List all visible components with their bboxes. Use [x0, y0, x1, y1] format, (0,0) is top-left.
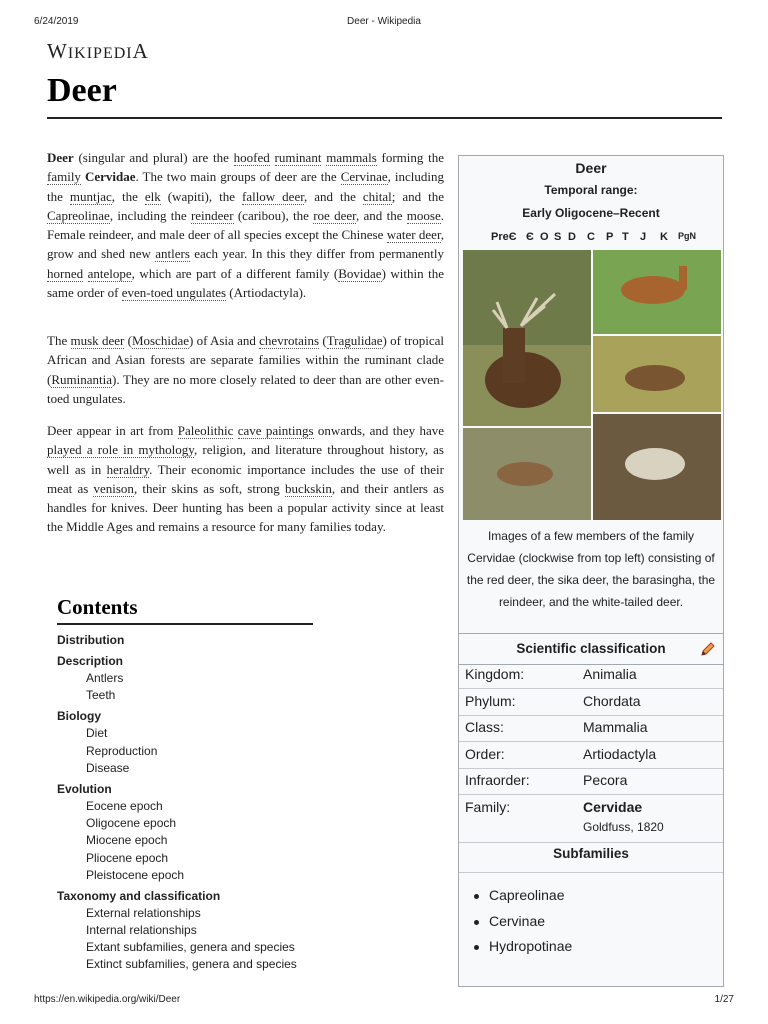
scientific-classification-header: Scientific classification: [459, 633, 723, 665]
toc-subsection[interactable]: Diet: [86, 726, 108, 741]
period-label[interactable]: S: [554, 231, 562, 243]
print-page-number: 1/27: [714, 994, 734, 1005]
link-cave-paintings[interactable]: cave paintings: [237, 423, 314, 438]
link-moschidae[interactable]: Moschidae: [131, 333, 189, 348]
edit-pencil-icon[interactable]: [700, 642, 715, 657]
contents-divider: [57, 623, 313, 625]
period-label[interactable]: K: [660, 231, 668, 243]
toc-subsection[interactable]: Reproduction: [86, 743, 158, 758]
period-label[interactable]: P: [606, 231, 614, 243]
link-tragulidae[interactable]: Tragulidae: [326, 333, 383, 348]
kingdom-label: Kingdom:: [465, 666, 525, 682]
subfamily-item[interactable]: Cervinae: [469, 909, 709, 935]
subfamilies-header: Subfamilies: [553, 846, 629, 861]
row-divider: [459, 872, 723, 873]
toc-subsection[interactable]: Oligocene epoch: [86, 816, 177, 831]
lead-paragraph-1: Deer (singular and plural) are the hoofed ruminant mammals forming the family Cervidae. The two main groups of deer are the Cervinae, including the muntjac, the elk (wapiti), the fallow deer, and the chital; and the Capreolinae, including the reindeer (caribou), the roe deer, and the moose. Female reindeer, and male deer of all species except the Chinese water deer, grow and shed new antlers each year. In this they differ from permanently horned antelope, which are part of a different family (Bovidae) within the same order of even-toed ungulates (Artiodactyla).: [47, 150, 445, 301]
link-horned[interactable]: horned: [47, 265, 84, 281]
contents-title: Contents: [57, 595, 138, 619]
link-musk-deer[interactable]: musk deer: [70, 333, 125, 348]
infraorder-label: Infraorder:: [465, 772, 530, 788]
link-hoofed[interactable]: hoofed: [233, 150, 270, 165]
link-moose[interactable]: moose: [406, 207, 441, 223]
toc-subsection[interactable]: Extinct subfamilies, genera and species: [86, 957, 297, 972]
row-divider: [459, 794, 723, 795]
link-roe-deer[interactable]: roe deer: [313, 207, 356, 223]
link-mammals[interactable]: mammals: [326, 150, 377, 165]
temporal-range-label[interactable]: Temporal range:: [544, 183, 638, 197]
link-muntjac[interactable]: muntjac: [69, 188, 112, 204]
print-date: 6/24/2019: [34, 16, 79, 27]
infobox-image-caption: Images of a few members of the family Cervidae (clockwise from top left) consisting of the red deer, the sika deer, the barasingha, the reindeer, and the white-tailed deer.: [466, 529, 716, 609]
kingdom-value[interactable]: Animalia: [583, 666, 637, 682]
toc-section[interactable]: Description: [57, 654, 124, 668]
period-label[interactable]: J: [640, 231, 647, 243]
class-label: Class:: [465, 719, 504, 735]
toc-subsection[interactable]: Extant subfamilies, genera and species: [86, 940, 295, 955]
period-label[interactable]: D: [568, 231, 576, 243]
table-of-contents: [57, 631, 357, 974]
link-even-toed-ungulates[interactable]: even-toed ungulates: [121, 285, 227, 301]
link-capreolinae[interactable]: Capreolinae: [47, 207, 110, 223]
link-reindeer[interactable]: reindeer: [190, 207, 234, 223]
family-value: Cervidae: [583, 799, 643, 815]
title-divider: [47, 117, 722, 119]
row-divider: [459, 688, 723, 689]
subfamilies-list: [469, 883, 709, 960]
infobox: [458, 155, 724, 987]
link-ruminant[interactable]: ruminant: [274, 150, 322, 165]
link-cervinae[interactable]: Cervinae: [340, 169, 388, 185]
period-label[interactable]: C: [587, 231, 595, 243]
print-url: https://en.wikipedia.org/wiki/Deer: [34, 994, 181, 1005]
family-authority: Goldfuss, 1820: [583, 820, 664, 834]
link-chital[interactable]: chital: [362, 188, 392, 204]
toc-subsection[interactable]: Miocene epoch: [86, 833, 168, 848]
family-label: Family:: [465, 799, 511, 815]
row-divider: [459, 768, 723, 769]
toc-subsection[interactable]: Eocene epoch: [86, 798, 163, 813]
link-ruminantia[interactable]: Ruminantia: [51, 371, 113, 387]
order-label: Order:: [465, 746, 505, 762]
toc-subsection[interactable]: Disease: [86, 760, 130, 775]
period-label[interactable]: PreЄ: [491, 231, 517, 243]
toc-subsection[interactable]: External relationships: [86, 905, 201, 920]
toc-subsection[interactable]: Pleistocene epoch: [86, 867, 185, 882]
row-divider: [459, 715, 723, 716]
class-value[interactable]: Mammalia: [583, 719, 648, 735]
infobox-title: Deer: [575, 160, 607, 176]
infraorder-value[interactable]: Pecora: [583, 772, 628, 788]
period-label[interactable]: Є: [526, 231, 534, 243]
wikipedia-logo[interactable]: WIKIPEDIA: [47, 39, 149, 63]
period-label[interactable]: O: [540, 231, 549, 243]
link-bovidae[interactable]: Bovidae: [338, 265, 382, 281]
period-label[interactable]: PgN: [678, 231, 696, 241]
page-title: Deer: [47, 72, 117, 109]
subfamily-item[interactable]: Capreolinae: [469, 883, 709, 909]
link-paleolithic[interactable]: Paleolithic: [177, 423, 234, 438]
toc-subsection[interactable]: Internal relationships: [86, 923, 197, 938]
link-chevrotains[interactable]: chevrotains: [259, 333, 320, 348]
temporal-range-value[interactable]: Early Oligocene–Recent: [522, 206, 660, 220]
link-fallow-deer[interactable]: fallow deer: [241, 188, 305, 204]
deer-photo-collage[interactable]: [463, 250, 721, 520]
toc-section[interactable]: Evolution: [57, 781, 112, 796]
link-antelope[interactable]: antelope: [87, 265, 132, 281]
link-mythology[interactable]: played a role in mythology: [47, 442, 194, 458]
link-heraldry[interactable]: heraldry: [106, 461, 150, 477]
link-buckskin[interactable]: buckskin: [284, 480, 332, 496]
link-water-deer[interactable]: water deer: [386, 227, 441, 243]
phylum-value[interactable]: Chordata: [583, 693, 641, 709]
lead-paragraph-3: Deer appear in art from Paleolithic cave paintings onwards, and they have played a role in mythology, religion, and literature throughout history, as well as in heraldry. Their economic importance includes the use of their meat as venison, their skins as soft, strong buckskin, and their antlers as handles for knives. Deer hunting has been a popular activity since at least the Middle Ages and remains a resource for many families today.: [47, 423, 445, 535]
link-family[interactable]: family: [47, 169, 81, 185]
phylum-label: Phylum:: [465, 693, 516, 709]
lead-paragraph-2: The musk deer (Moschidae) of Asia and chevrotains (Tragulidae) of tropical African and Asian forests are separate families within the ruminant clade (Ruminantia). They are no more closely related to deer than are other even-toed ungulates.: [47, 333, 444, 406]
row-divider: [459, 741, 723, 742]
subfamily-item[interactable]: Hydropotinae: [469, 934, 709, 960]
period-label[interactable]: T: [622, 231, 629, 243]
link-elk[interactable]: elk: [144, 188, 161, 204]
link-antlers[interactable]: antlers: [155, 246, 190, 262]
toc-section[interactable]: Taxonomy and classification: [57, 888, 221, 903]
order-value[interactable]: Artiodactyla: [583, 746, 657, 762]
toc-subsection[interactable]: Antlers: [86, 671, 124, 685]
link-venison[interactable]: venison: [93, 480, 134, 496]
toc-subsection[interactable]: Teeth: [86, 688, 116, 703]
toc-section[interactable]: Biology: [57, 709, 101, 724]
toc-section[interactable]: Distribution: [57, 633, 125, 647]
row-divider: [459, 842, 723, 843]
toc-subsection[interactable]: Pliocene epoch: [86, 850, 169, 865]
print-title: Deer - Wikipedia: [347, 16, 421, 27]
